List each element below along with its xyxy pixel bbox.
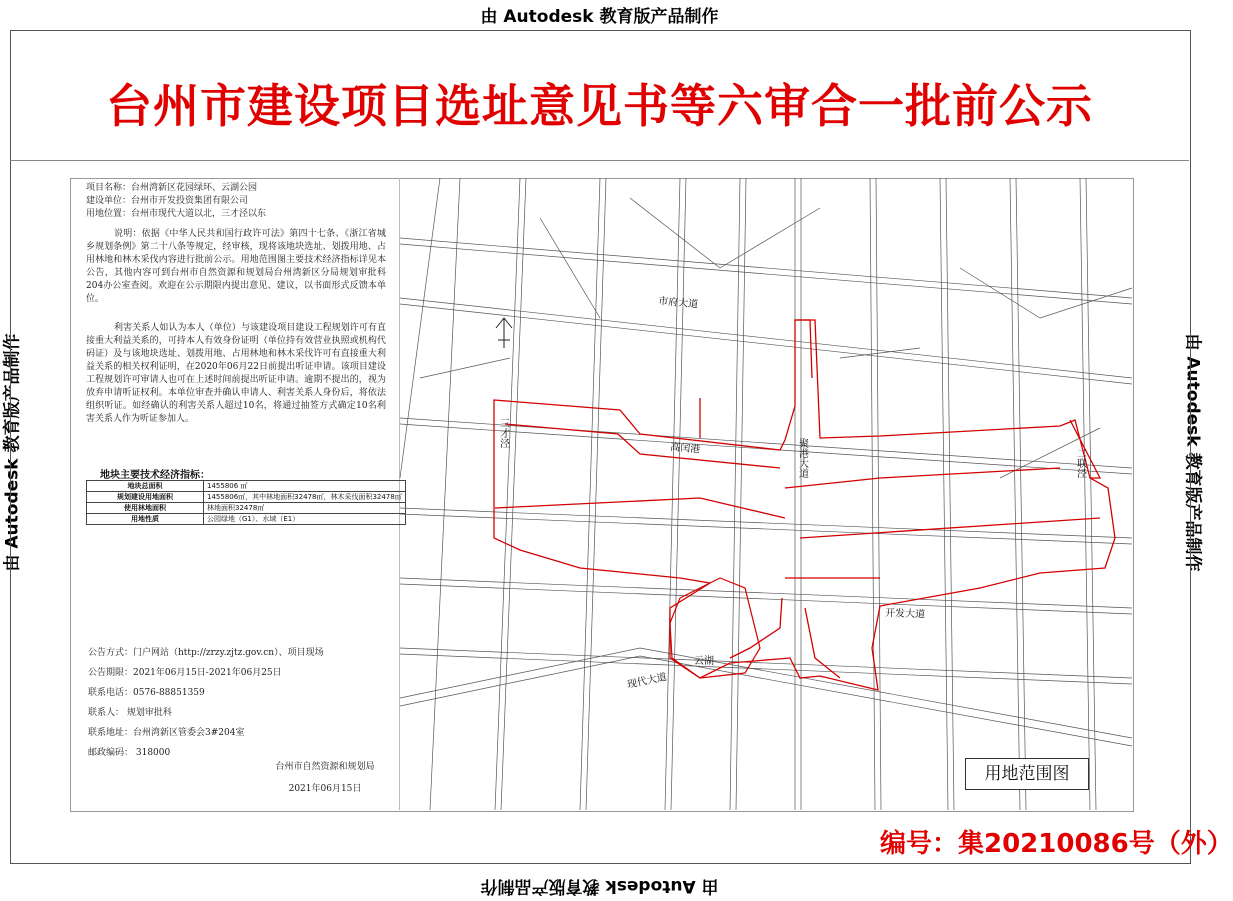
contact-person: 联系人： 规划审批科 — [88, 708, 172, 718]
table-value: 1455806㎡，其中林地面积32478㎡，林木采伐面积32478㎡ — [204, 492, 406, 503]
project-location: 用地位置：台州市现代大道以北，三才泾以东 — [86, 209, 267, 219]
serial-number: 编号：集20210086号（外） — [880, 829, 1233, 859]
site-map — [400, 178, 1132, 810]
north-arrow-icon — [496, 318, 512, 348]
project-name: 项目名称：台州湾新区花园绿环、云湖公园 — [86, 183, 258, 193]
watermark-right: 由 Autodesk 教育版产品制作 — [1182, 333, 1203, 572]
table-key: 用地性质 — [87, 514, 204, 525]
legend-box: 用地范围图 — [965, 758, 1089, 790]
label-gaorun: 高闰港 — [669, 442, 701, 456]
project-boundary — [494, 320, 1115, 690]
contact-phone: 联系电话：0576-88851359 — [88, 688, 205, 698]
label-kaifa-road: 开发大道 — [884, 608, 926, 621]
table-row — [87, 514, 406, 525]
publication-method: 公告方式：门户网站（http://zrzy.zjtz.gov.cn）、项目现场 — [88, 648, 324, 658]
table-row — [87, 481, 406, 492]
label-shifu-road: 市府大道 — [657, 296, 699, 311]
label-erlian: 二联泾 — [1074, 448, 1086, 478]
tech-table-title: 地块主要技术经济指标： — [100, 470, 210, 481]
lake-shape — [670, 578, 760, 678]
table-key: 规划建设用地面积 — [87, 492, 204, 503]
contact-address: 联系地址：台州湾新区管委会3#204室 — [88, 728, 245, 738]
table-row — [87, 492, 406, 503]
table-value: 公园绿地（G1）、水域（E1） — [204, 514, 406, 525]
table-row — [87, 503, 406, 514]
watermark-left: 由 Autodesk 教育版产品制作 — [2, 333, 23, 572]
hearing-notice: 利害关系人如认为本人（单位）与该建设项目建设工程规划许可有直接重大利益关系的，可持本人有效身份证明（单位持有效营业执照或机构代码证）及与该地块选址、划拨用地、占用林地和林木采伐许可有直接重大利益关系的相关权利证明，在2020年06月22日前提出听证申请。该项目建设工程规划许可审请人也可在上述时间前提出听证申请。逾期不提出的，视为放弃申请听证权利。本单位审查并确认申请人、利害关系人身份后，将依法组织听证。如经确认的利害关系人超过10名，将通过抽签方式确定10名利害关系人作为听证参加人。 — [86, 323, 386, 424]
site-map-drawing — [400, 178, 1132, 810]
watermark-bottom: 由 Autodesk 教育版产品制作 — [480, 876, 719, 896]
project-description: 说明：依据《中华人民共和国行政许可法》第四十七条、《浙江省城乡规划条例》第二十八条等规定，经审核，现将该地块选址、划拨用地、占用林地和林木采伐内容进行批前公示。用地范围图主要技术经济指标详见本公告，其他内容可到台州市自然资源和规划局台州湾新区分局规划审批科204办公室查阅。欢迎在公示期限内提出意见、建议，以书面形式反馈本单位。 — [86, 229, 386, 304]
road-grid — [400, 178, 1132, 810]
label-juxing-road: 聚港大道 — [796, 438, 808, 478]
project-info — [86, 182, 386, 221]
signature-org: 台州市自然资源和规划局 — [275, 762, 375, 772]
postcode: 邮政编码： 318000 — [88, 748, 171, 758]
publication-info — [88, 643, 388, 763]
tech-indicator-table — [86, 480, 406, 525]
label-xiandai-road: 现代大道 — [626, 671, 668, 691]
table-key: 使用林地面积 — [87, 503, 204, 514]
signature-date: 2021年06月15日 — [288, 784, 362, 794]
watermark-top: 由 Autodesk 教育版产品制作 — [480, 7, 719, 27]
table-value: 林地面积32478㎡ — [204, 503, 406, 514]
publication-period: 公告期限：2021年06月15日-2021年06月25日 — [88, 668, 282, 678]
table-value: 1455806 ㎡ — [204, 481, 406, 492]
table-key: 地块总面积 — [87, 481, 204, 492]
page-title: 台州市建设项目选址意见书等六审合一批前公示 — [106, 79, 1093, 133]
label-lake: 云湖 — [694, 656, 714, 667]
signature-block — [270, 756, 380, 800]
project-unit: 建设单位：台州市开发投资集团有限公司 — [86, 196, 249, 206]
label-sancai: 三才泾 — [497, 418, 509, 448]
